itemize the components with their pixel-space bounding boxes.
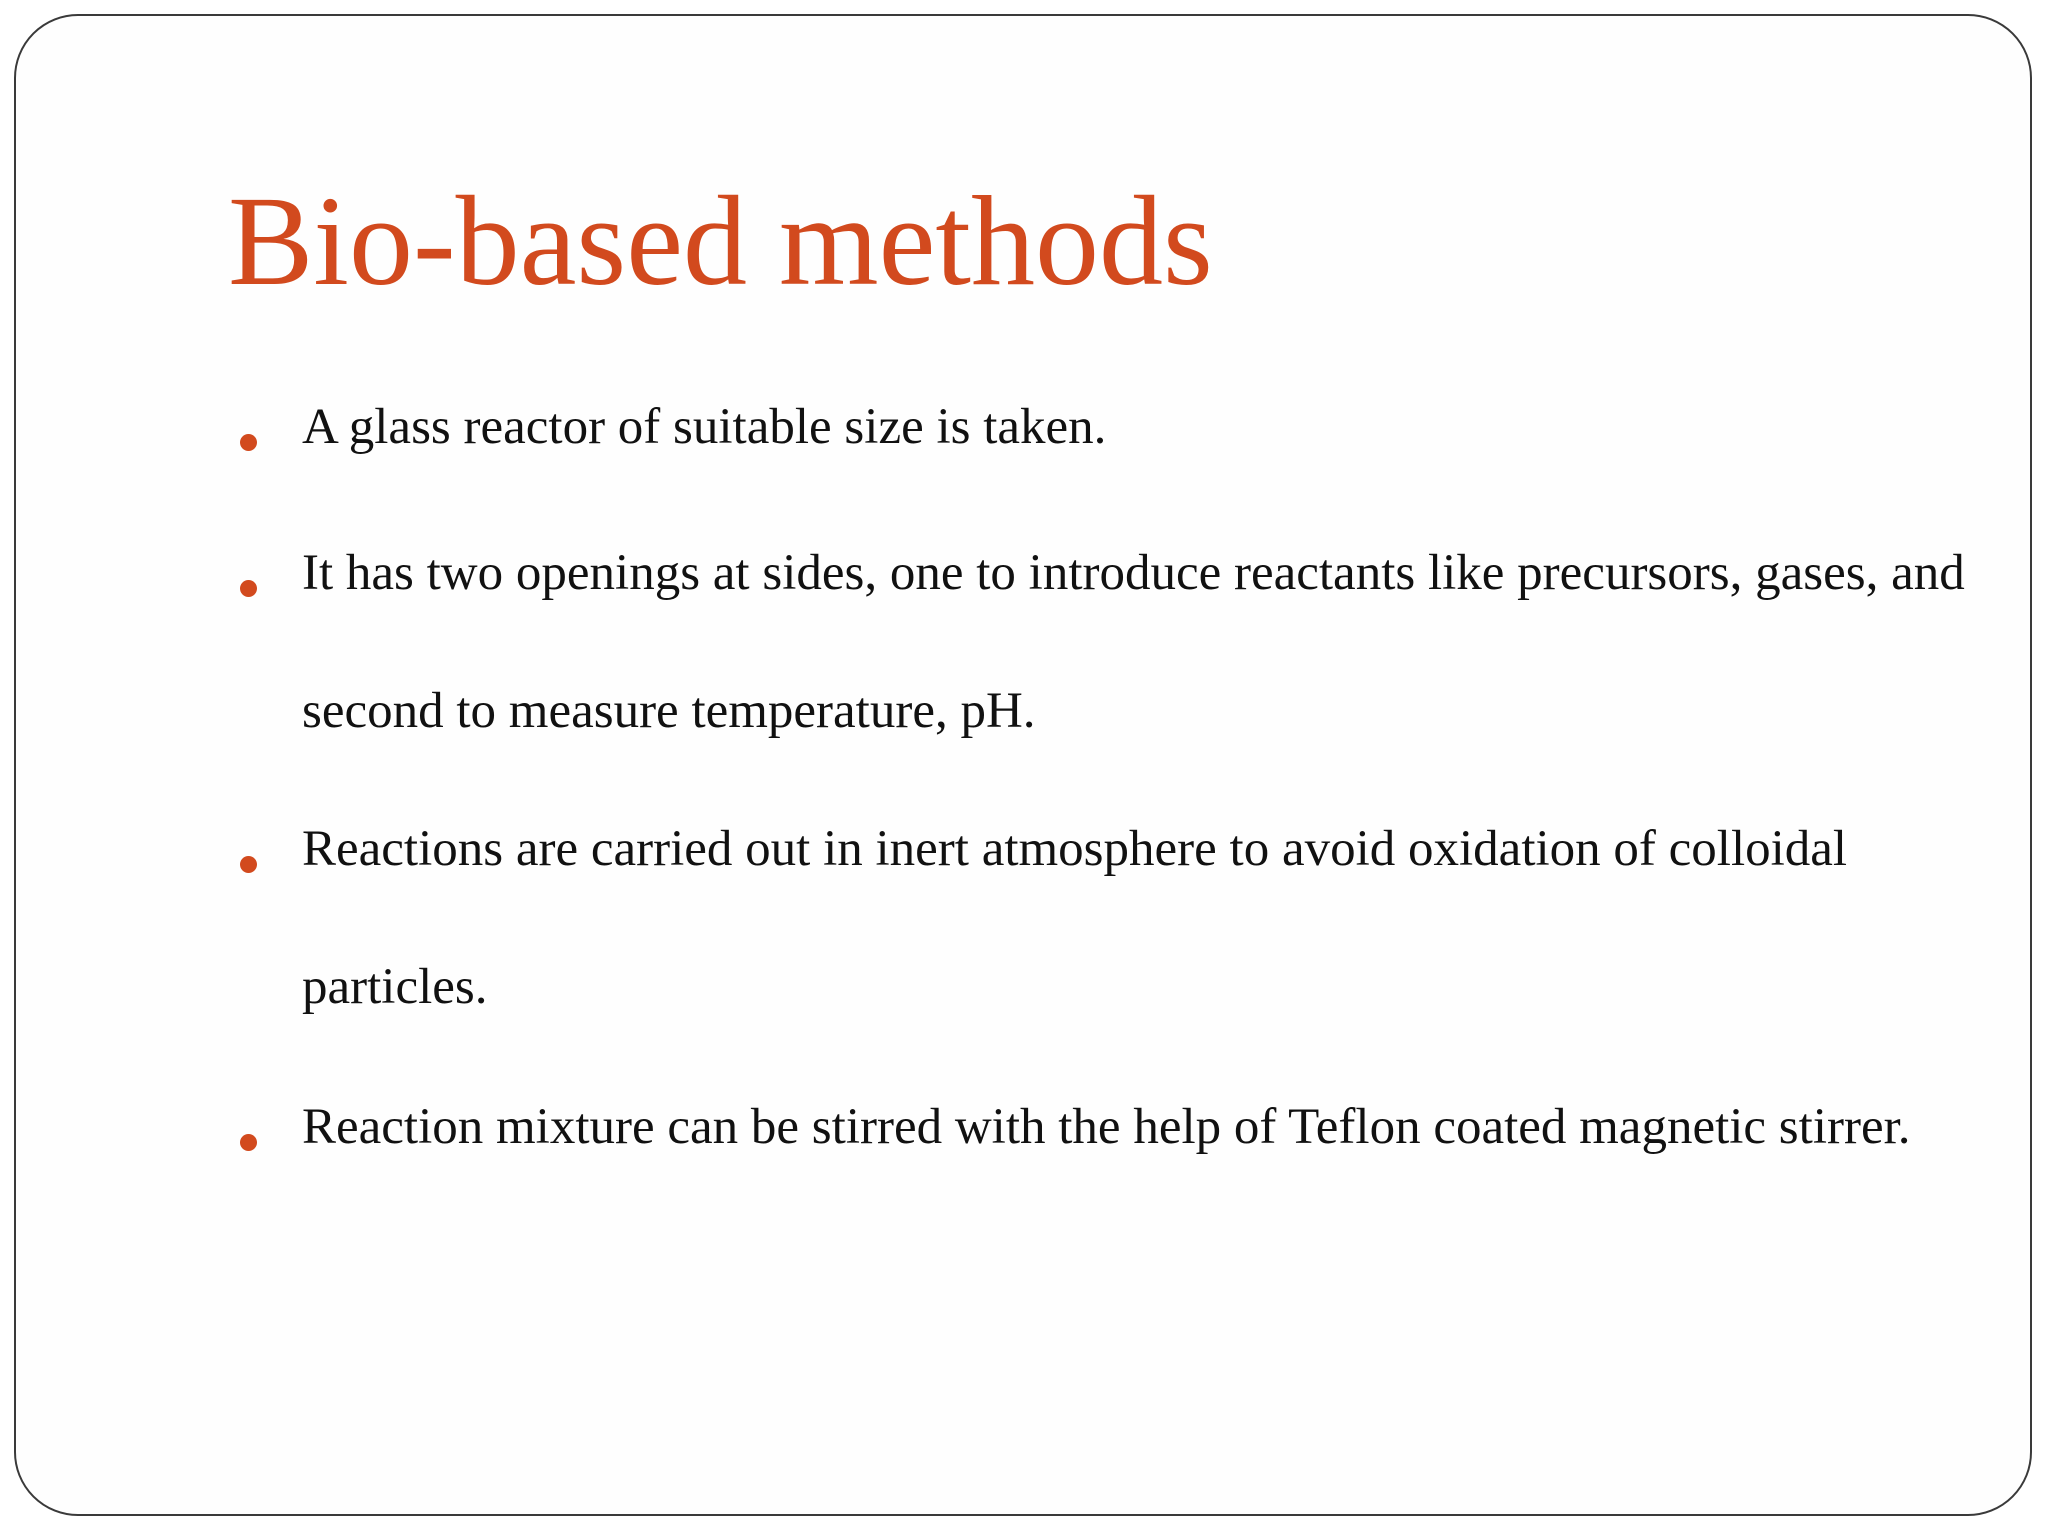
bullet-text-1: A glass reactor of suitable size is taken. <box>302 399 1107 455</box>
bullet-dot-icon <box>240 580 257 597</box>
bullet-dot-icon <box>240 856 257 873</box>
bullet-dot-icon <box>240 1134 257 1151</box>
bullet-list <box>16 16 2030 1514</box>
bullet-dot-icon <box>240 434 257 451</box>
slide <box>14 14 2032 1516</box>
bullet-text-3: Reactions are carried out in inert atmosphere to avoid oxidation of colloidal particles. <box>302 821 1848 1015</box>
bullet-text-2: It has two openings at sides, one to introduce reactants like precursors, gases, and second to measure temperature, pH. <box>302 545 1965 739</box>
bullet-text-4: Reaction mixture can be stirred with the help of Teflon coated magnetic stirrer. <box>302 1099 1911 1155</box>
slide-title: Bio-based methods <box>228 170 1213 312</box>
